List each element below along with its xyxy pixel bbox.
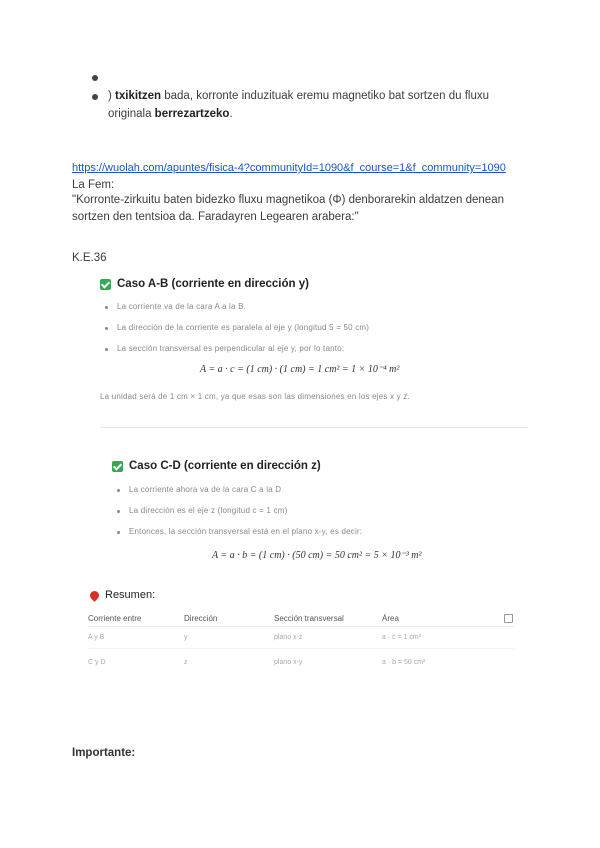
bullet-dot bbox=[117, 531, 120, 534]
case-cd-bullet-2: La dirección es el eje z (longitud c = 1 cm) bbox=[129, 506, 288, 515]
case-cd-title: Caso C-D (corriente en dirección z) bbox=[112, 460, 321, 472]
bullet-dot bbox=[105, 306, 108, 309]
bullet-text-line1: ) txikitzen bada, korronte induzituak eremu magnetiko bat sortzen du fluxu bbox=[108, 90, 489, 102]
table-cell: plano x-z bbox=[274, 634, 303, 641]
bullet-dot bbox=[92, 94, 98, 100]
fem-quote-line1: "Korronte-zirkuitu baten bidezko fluxu magnetikoa (Φ) denborarekin aldatzen denean bbox=[72, 194, 504, 206]
copy-icon[interactable] bbox=[504, 614, 513, 623]
ke-label: K.E.36 bbox=[72, 252, 107, 264]
table-cell: a · c = 1 cm² bbox=[382, 634, 422, 641]
table-header-divider bbox=[88, 626, 514, 627]
table-cell: z bbox=[184, 659, 188, 666]
bullet-empty bbox=[92, 75, 98, 81]
section-divider bbox=[100, 427, 528, 428]
case-cd-bullet-1: La corriente ahora va de la cara C a la D bbox=[129, 485, 282, 494]
case-ab-title: Caso A-B (corriente en dirección y) bbox=[100, 278, 309, 290]
case-ab-bullet-1: La corriente va de la cara A a la B. bbox=[117, 302, 247, 311]
case-ab-bullet-3: La sección transversal es perpendicular al eje y, por lo tanto: bbox=[117, 344, 345, 353]
bullet-dot bbox=[117, 510, 120, 513]
table-cell: a · b = 50 cm² bbox=[382, 659, 426, 666]
wuolah-link[interactable]: https://wuolah.com/apuntes/fisica-4?communityId=1090&f_course=1&f_community=1090 bbox=[72, 162, 506, 174]
table-header-seccion: Sección transversal bbox=[274, 614, 344, 623]
bullet-text-line2: originala berrezartzeko. bbox=[108, 108, 233, 120]
table-header-corriente: Corriente entre bbox=[88, 614, 142, 623]
fem-label: La Fem: bbox=[72, 179, 115, 191]
bullet-dot bbox=[117, 489, 120, 492]
check-icon bbox=[100, 279, 111, 290]
case-ab-note: La unidad será de 1 cm × 1 cm, ya que esas son las dimensiones en los ejes x y z. bbox=[100, 392, 410, 401]
pin-icon bbox=[88, 589, 101, 602]
resumen-title: Resumen: bbox=[90, 589, 155, 601]
case-ab-formula: A = a · c = (1 cm) · (1 cm) = 1 cm² = 1 × 10⁻⁴ m² bbox=[200, 364, 400, 375]
table-cell: plano x-y bbox=[274, 659, 303, 666]
check-icon bbox=[112, 461, 123, 472]
table-row-divider bbox=[88, 648, 514, 649]
case-ab-bullet-2: La dirección de la corriente es paralela al eje y (longitud 5 = 50 cm) bbox=[117, 323, 370, 332]
table-cell: C y D bbox=[88, 659, 106, 666]
table-cell: A y B bbox=[88, 634, 105, 641]
table-cell: y bbox=[184, 634, 188, 641]
case-cd-bullet-3: Entonces, la sección transversal está en el plano x-y, es decir: bbox=[129, 527, 363, 536]
table-header-area: Área bbox=[382, 614, 399, 623]
table-header-direccion: Dirección bbox=[184, 614, 218, 623]
fem-quote-line2: sortzen den tentsioa da. Faradayren Legearen arabera:" bbox=[72, 211, 359, 223]
bullet-dot bbox=[105, 327, 108, 330]
bullet-dot bbox=[105, 348, 108, 351]
case-cd-formula: A = a · b = (1 cm) · (50 cm) = 50 cm² = 5 × 10⁻³ m² bbox=[212, 550, 422, 561]
importante-label: Importante: bbox=[72, 747, 136, 759]
